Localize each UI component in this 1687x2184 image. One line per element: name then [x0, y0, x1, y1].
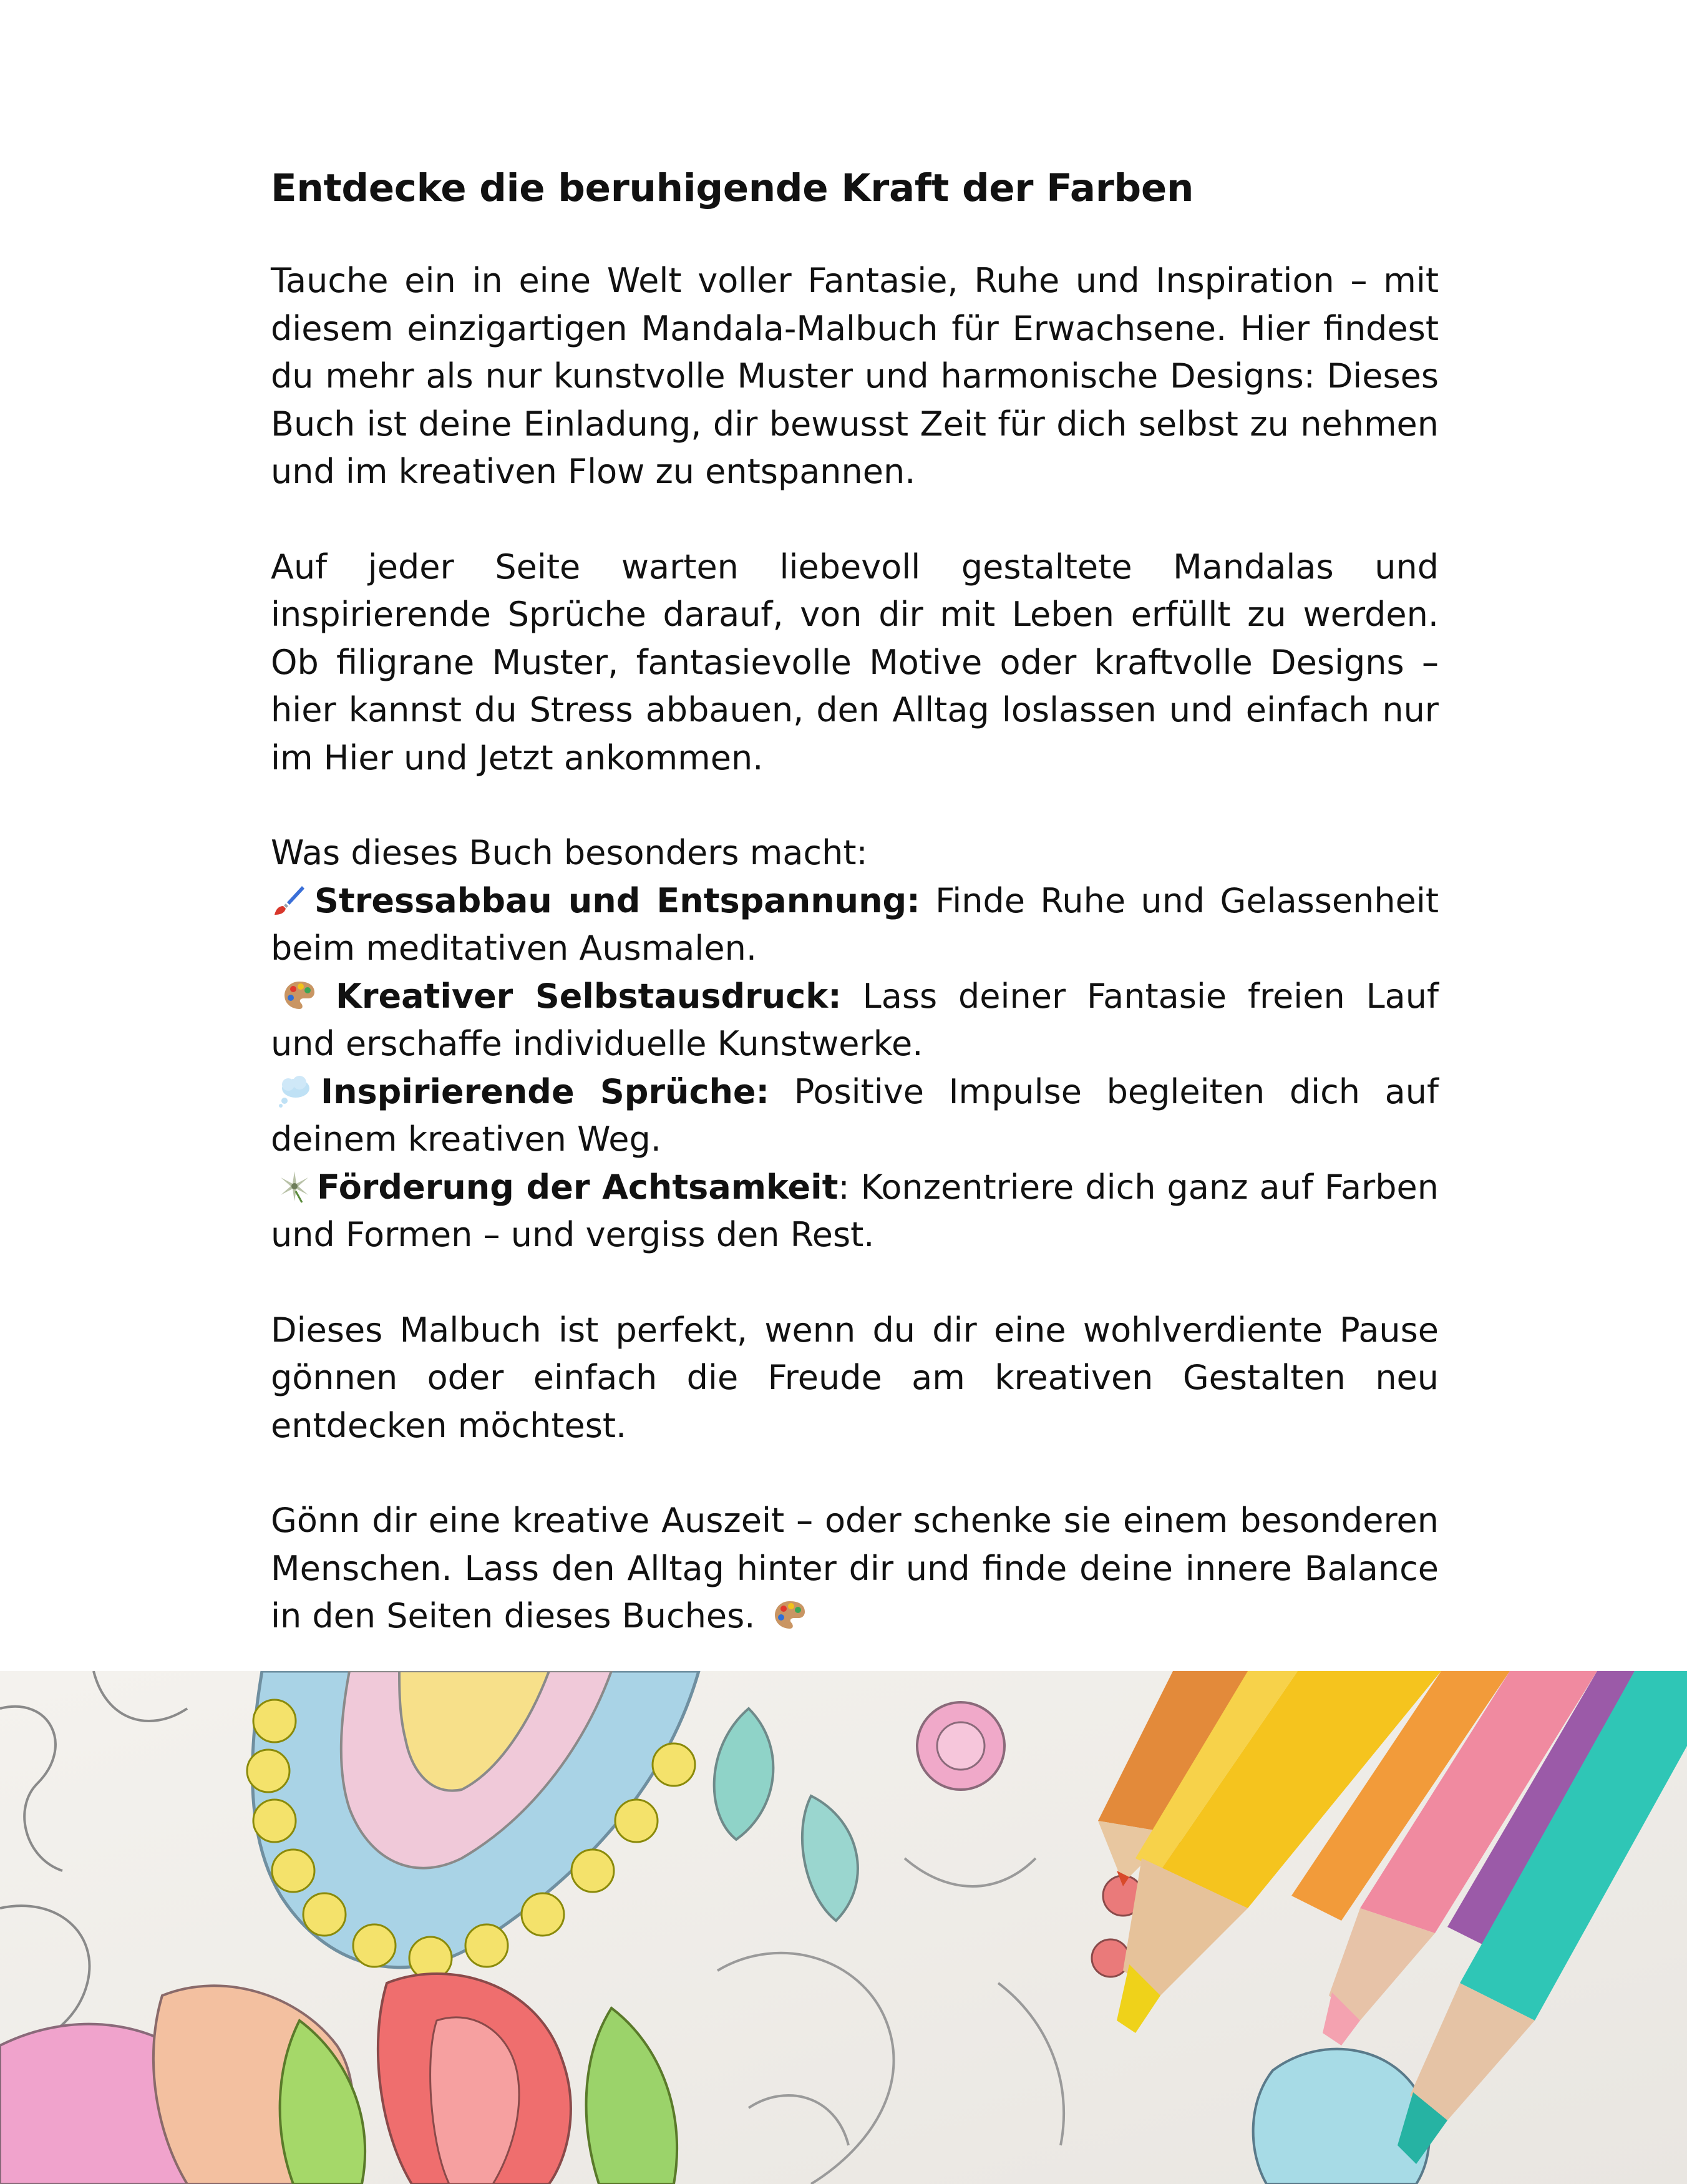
feature-text: Lass deiner Fantasie freien Lauf und erschaffe individuelle Kunstwerke. [271, 976, 1439, 1063]
feature-item [271, 1068, 1439, 1164]
palette-icon [772, 1597, 807, 1632]
coloring-pencils-image [0, 1671, 1687, 2184]
feature-title: Kreativer Selbstausdruck: [336, 976, 842, 1016]
perfect-paragraph: Dieses Malbuch ist perfekt, wenn du dir eine wohlverdiente Pause gönnen oder einfach die Freude am kreativen Gestalten neu entdecken möchtest. [271, 1310, 1439, 1445]
document-body [271, 163, 1439, 1640]
feature-title: Stressabbau und Entspannung: [314, 880, 920, 920]
feature-item [271, 1164, 1439, 1259]
mandala-illustration [0, 1671, 1687, 2184]
feature-title: Inspirierende Sprüche: [321, 1071, 770, 1111]
features-intro: Was dieses Buch besonders macht: [271, 833, 868, 872]
intro-paragraph: Tauche ein in eine Welt voller Fantasie, Ruhe und Inspiration – mit diesem einzigartigen Mandala-Malbuch für Erwachsene. Hier findest du mehr als nur kunstvolle Muster und harmonische Designs: Dieses Buch ist deine Einladung, dir bewusst Zeit für dich selbst zu nehmen und im kreativen Flow zu entspannen. [271, 261, 1439, 491]
feature-text: Finde Ruhe und Gelassenheit beim meditativen Ausmalen. [271, 880, 1439, 968]
feature-item [271, 973, 1439, 1068]
page-title: Entdecke die beruhigende Kraft der Farben [271, 166, 1194, 210]
features-section [271, 829, 1439, 1259]
paintbrush-icon [271, 882, 306, 917]
feature-title: Förderung der Achtsamkeit [317, 1167, 839, 1207]
palette-icon [282, 978, 317, 1013]
feature-text: : Konzentriere dich ganz auf Farben und Formen – und vergiss den Rest. [271, 1167, 1439, 1254]
feature-item [271, 877, 1439, 973]
thought-bubble-icon [277, 1073, 312, 1108]
closing-text: Gönn dir eine kreative Auszeit – oder schenke sie einem besonderen Menschen. Lass den Alltag hinter dir und finde deine innere Balance in den Seiten dieses Buches. [271, 1501, 1439, 1636]
closing-paragraph [271, 1497, 1439, 1640]
sparkle-flower-icon [277, 1169, 312, 1204]
feature-text: Positive Impulse begleiten dich auf deinem kreativen Weg. [271, 1071, 1439, 1159]
pages-paragraph: Auf jeder Seite warten liebevoll gestaltete Mandalas und inspirierende Sprüche darauf, von dir mit Leben erfüllt zu werden. Ob filigrane Muster, fantasievolle Motive oder kraftvolle Designs – hier kannst du Stress abbauen, den Alltag loslassen und einfach nur im Hier und Jetzt ankommen. [271, 547, 1439, 778]
